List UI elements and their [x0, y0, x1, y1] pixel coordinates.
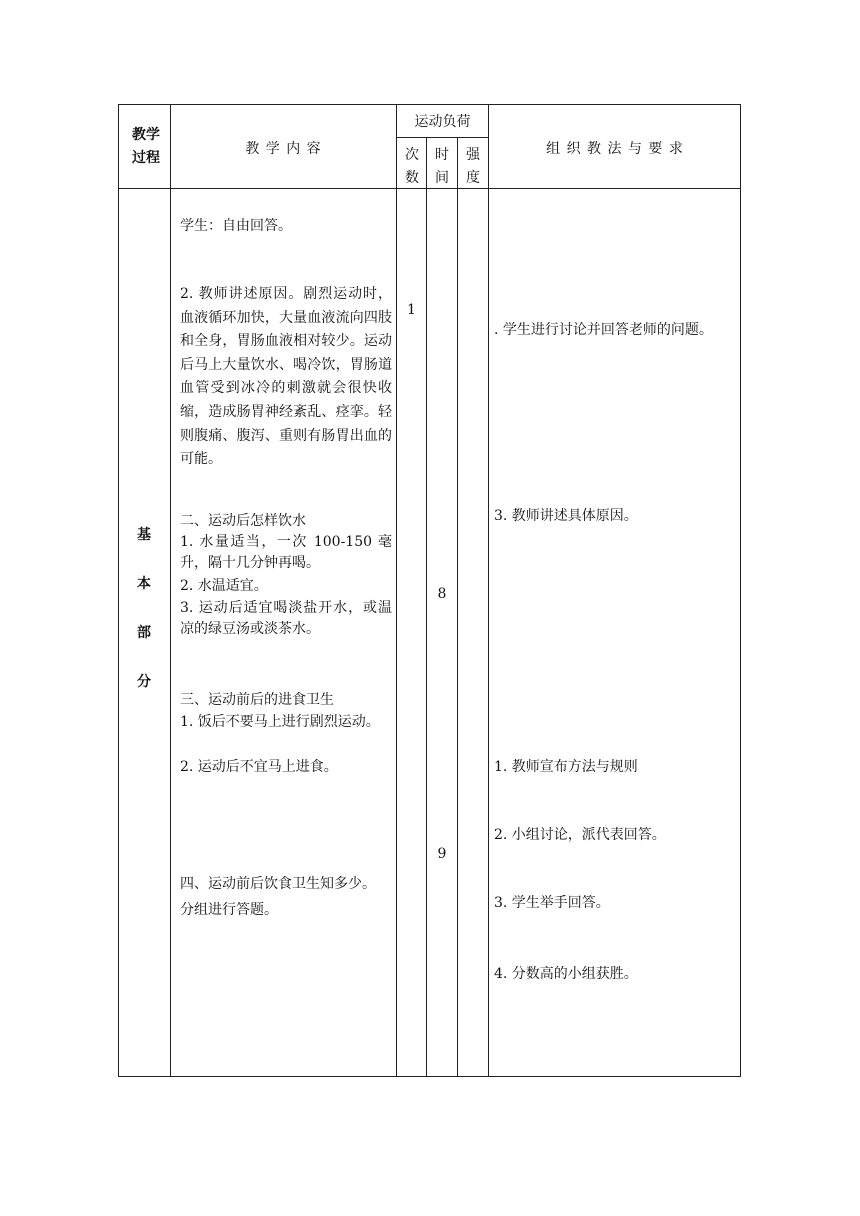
section-char-1: 基 — [137, 527, 151, 543]
header-load: 运动负荷 — [414, 114, 471, 130]
method-1: . 学生进行讨论并回答老师的问题。 — [494, 322, 713, 338]
header-count: 次数 — [405, 147, 419, 186]
section-char-2: 本 — [137, 576, 151, 592]
header-intensity: 强度 — [466, 147, 480, 186]
content-answer: 学生：自由回答。 — [180, 218, 292, 234]
content-drink-title: 二、运动后怎样饮水 — [180, 513, 306, 529]
content-quiz-sub: 分组进行答题。 — [180, 902, 278, 918]
section-char-3: 部 — [137, 625, 151, 641]
lesson-plan-table — [118, 104, 741, 1077]
method-2: 3. 教师讲述具体原因。 — [494, 508, 638, 524]
content-drink-3: 3. 运动后适宜喝淡盐开水，或温凉的绿豆汤或淡茶水。 — [180, 600, 392, 637]
method-3: 1. 教师宣布方法与规则 — [494, 759, 638, 775]
load-count-1: 1 — [407, 302, 416, 318]
content-drink-1: 1. 水量适当，一次 100-150 毫升，隔十几分钟再喝。 — [180, 534, 392, 571]
method-6: 4. 分数高的小组获胜。 — [494, 966, 638, 982]
content-quiz-title: 四、运动前后饮食卫生知多少。 — [180, 876, 376, 892]
content-food-2: 2. 运动后不宜马上进食。 — [180, 759, 338, 775]
content-food-title: 三、运动前后的进食卫生 — [180, 692, 334, 708]
header-method: 组 织 教 法 与 要 求 — [546, 141, 684, 157]
section-char-4: 分 — [137, 674, 151, 690]
content-food-1: 1. 饭后不要马上进行剧烈运动。 — [180, 714, 380, 730]
header-process: 教学过程 — [132, 127, 160, 166]
method-4: 2. 小组讨论，派代表回答。 — [494, 827, 666, 843]
section-label — [118, 524, 170, 694]
header-time: 时间 — [435, 147, 449, 186]
content-reason: 2. 教师讲述原因。剧烈运动时，血液循环加快，大量血液流向四肢和全身，胃肠血液相对较少。运动后马上大量饮水、喝冷饮，胃肠道血管受到冰冷的刺激就会很快收缩，造成肠胃神经紊乱、痉挛。轻则腹痛、腹泻、重则有肠胃出血的可能。 — [180, 286, 392, 468]
method-5: 3. 学生举手回答。 — [494, 895, 610, 911]
header-content: 教 学 内 容 — [245, 141, 322, 157]
content-drink-2: 2. 水温适宜。 — [180, 578, 268, 594]
load-time-1: 8 — [437, 586, 447, 602]
load-time-2: 9 — [437, 846, 447, 862]
